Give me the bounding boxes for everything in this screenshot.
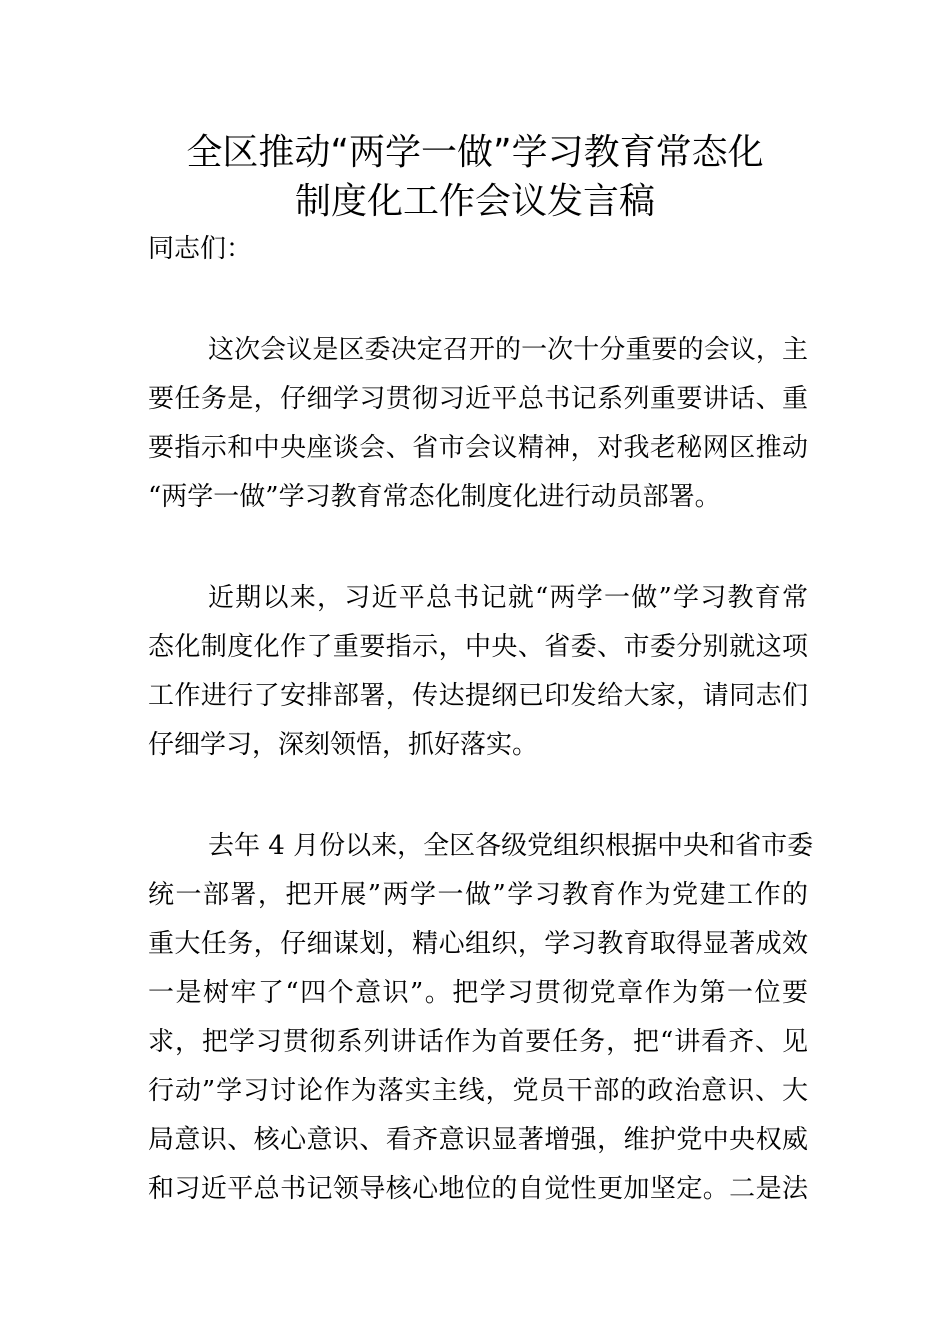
document-title-line-1: 全区推动“两学一做”学习教育常态化 [186,132,764,173]
document-title-line-2: 制度化工作会议发言稿 [294,181,655,222]
paragraph-3-line-8: 和习近平总书记领导核心地位的自觉性更加坚定。二是法 [148,1174,808,1204]
paragraph-2-line-4: 仔细学习，深刻领悟，抓好落实。 [148,730,539,760]
paragraph-3-line-3: 重大任务，仔细谋划，精心组织，学习教育取得显著成效 [148,929,808,959]
paragraph-2-line-3: 工作进行了安排部署，传达提纲已印发给大家，请同志们 [148,681,808,711]
greeting: 同志们： [148,234,253,264]
paragraph-3-line-5: 求，把学习贯彻系列讲话作为首要任务，把“讲看齐、见 [148,1027,808,1057]
paragraph-3-line-7: 局意识、核心意识、看齐意识显著增强，维护党中央权威 [148,1125,808,1155]
paragraph-3-line-1: 去年 4 月份以来，全区各级党组织根据中央和省市委 [208,831,814,861]
paragraph-1-line-4: “两学一做”学习教育常态化制度化进行动员部署。 [148,482,721,512]
paragraph-1-line-3: 要指示和中央座谈会、省市会议精神，对我老秘网区推动 [148,433,808,463]
paragraph-2-line-1: 近期以来，习近平总书记就“两学一做”学习教育常 [208,583,808,613]
paragraph-1-line-1: 这次会议是区委决定召开的一次十分重要的会议，主 [208,335,808,365]
paragraph-1-line-2: 要任务是，仔细学习贯彻习近平总书记系列重要讲话、重 [148,384,808,414]
paragraph-3-line-4: 一是树牢了“四个意识”。把学习贯彻党章作为第一位要 [148,978,808,1008]
paragraph-2-line-2: 态化制度化作了重要指示，中央、省委、市委分别就这项 [148,632,808,662]
paragraph-3-line-6: 行动”学习讨论作为落实主线，党员干部的政治意识、大 [148,1076,808,1106]
paragraph-3-line-2: 统一部署，把开展”两学一做”学习教育作为党建工作的 [148,880,808,910]
